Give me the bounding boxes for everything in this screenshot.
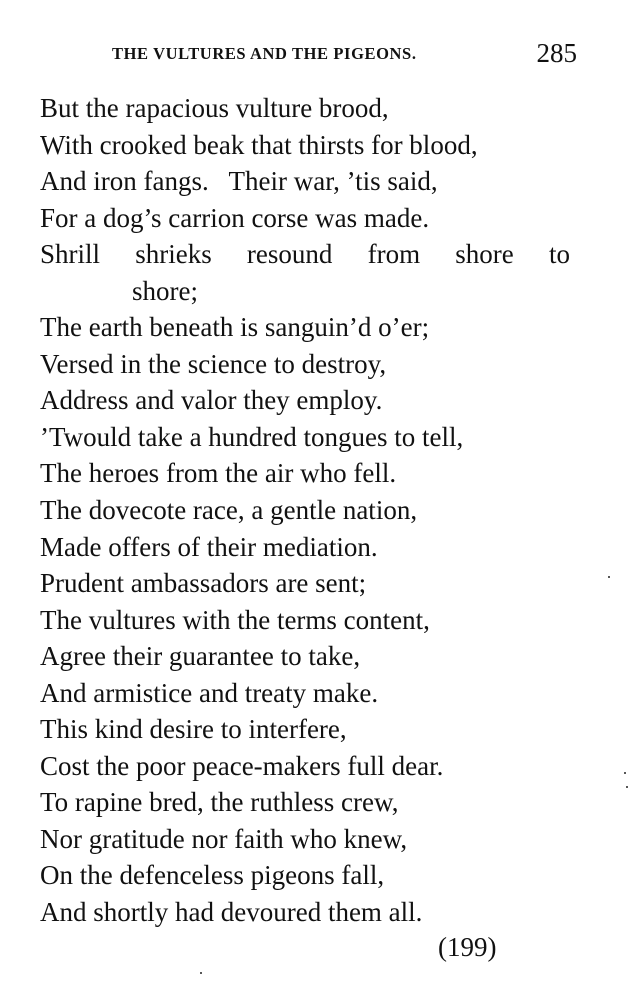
poem-line: The vultures with the terms content, <box>40 604 430 635</box>
poem-line: Address and valor they employ. <box>40 385 383 416</box>
print-speck <box>608 576 610 578</box>
poem-line: But the rapacious vulture brood, <box>40 93 389 123</box>
poem <box>40 90 572 931</box>
poem-line: Cost the poor peace-makers full dear. <box>40 750 444 781</box>
poem-word: resound <box>246 239 333 270</box>
print-speck <box>626 786 628 788</box>
poem-word: to <box>548 239 570 270</box>
poem-line: On the defenceless pigeons fall, <box>40 860 385 891</box>
poem-line: Agree their guarantee to take, <box>40 641 361 672</box>
poem-line: And armistice and treaty make. <box>40 677 379 708</box>
poem-word: Shrill <box>40 239 101 270</box>
poem-word: shrieks <box>135 239 212 270</box>
poem-line: The dovecote race, a gentle nation, <box>40 495 418 526</box>
poem-word: from <box>367 239 421 270</box>
page-number: 285 <box>536 38 577 68</box>
poem-line-turnover: shore; <box>132 275 198 306</box>
poem-line-justified <box>40 236 570 273</box>
poem-line: Made offers of their mediation. <box>40 531 378 562</box>
poem-line: The heroes from the air who fell. <box>40 458 397 489</box>
poem-line: To rapine bred, the ruthless crew, <box>40 787 399 818</box>
poem-line: With crooked beak that thirsts for blood, <box>40 129 478 160</box>
poem-line: Prudent ambassadors are sent; <box>40 568 367 599</box>
poem-line: And shortly had devoured them all. <box>40 897 423 928</box>
poem-line: This kind desire to interfere, <box>40 714 347 745</box>
running-head <box>112 38 577 68</box>
poem-line: ’Twould take a hundred tongues to tell, <box>40 421 464 452</box>
poem-line: And iron fangs. Their war, ’tis said, <box>40 166 438 197</box>
signature-mark: (199) <box>438 932 497 962</box>
poem-word: shore <box>455 239 514 270</box>
poem-line: Nor gratitude nor faith who knew, <box>40 823 408 854</box>
print-speck <box>624 772 626 774</box>
poem-line: Versed in the science to destroy, <box>40 348 387 379</box>
poem-line: The earth beneath is sanguin’d o’er; <box>40 312 430 343</box>
print-speck <box>200 972 202 974</box>
running-title: THE VULTURES AND THE PIGEONS. <box>112 44 417 63</box>
poem-line: For a dog’s carrion corse was made. <box>40 202 430 233</box>
